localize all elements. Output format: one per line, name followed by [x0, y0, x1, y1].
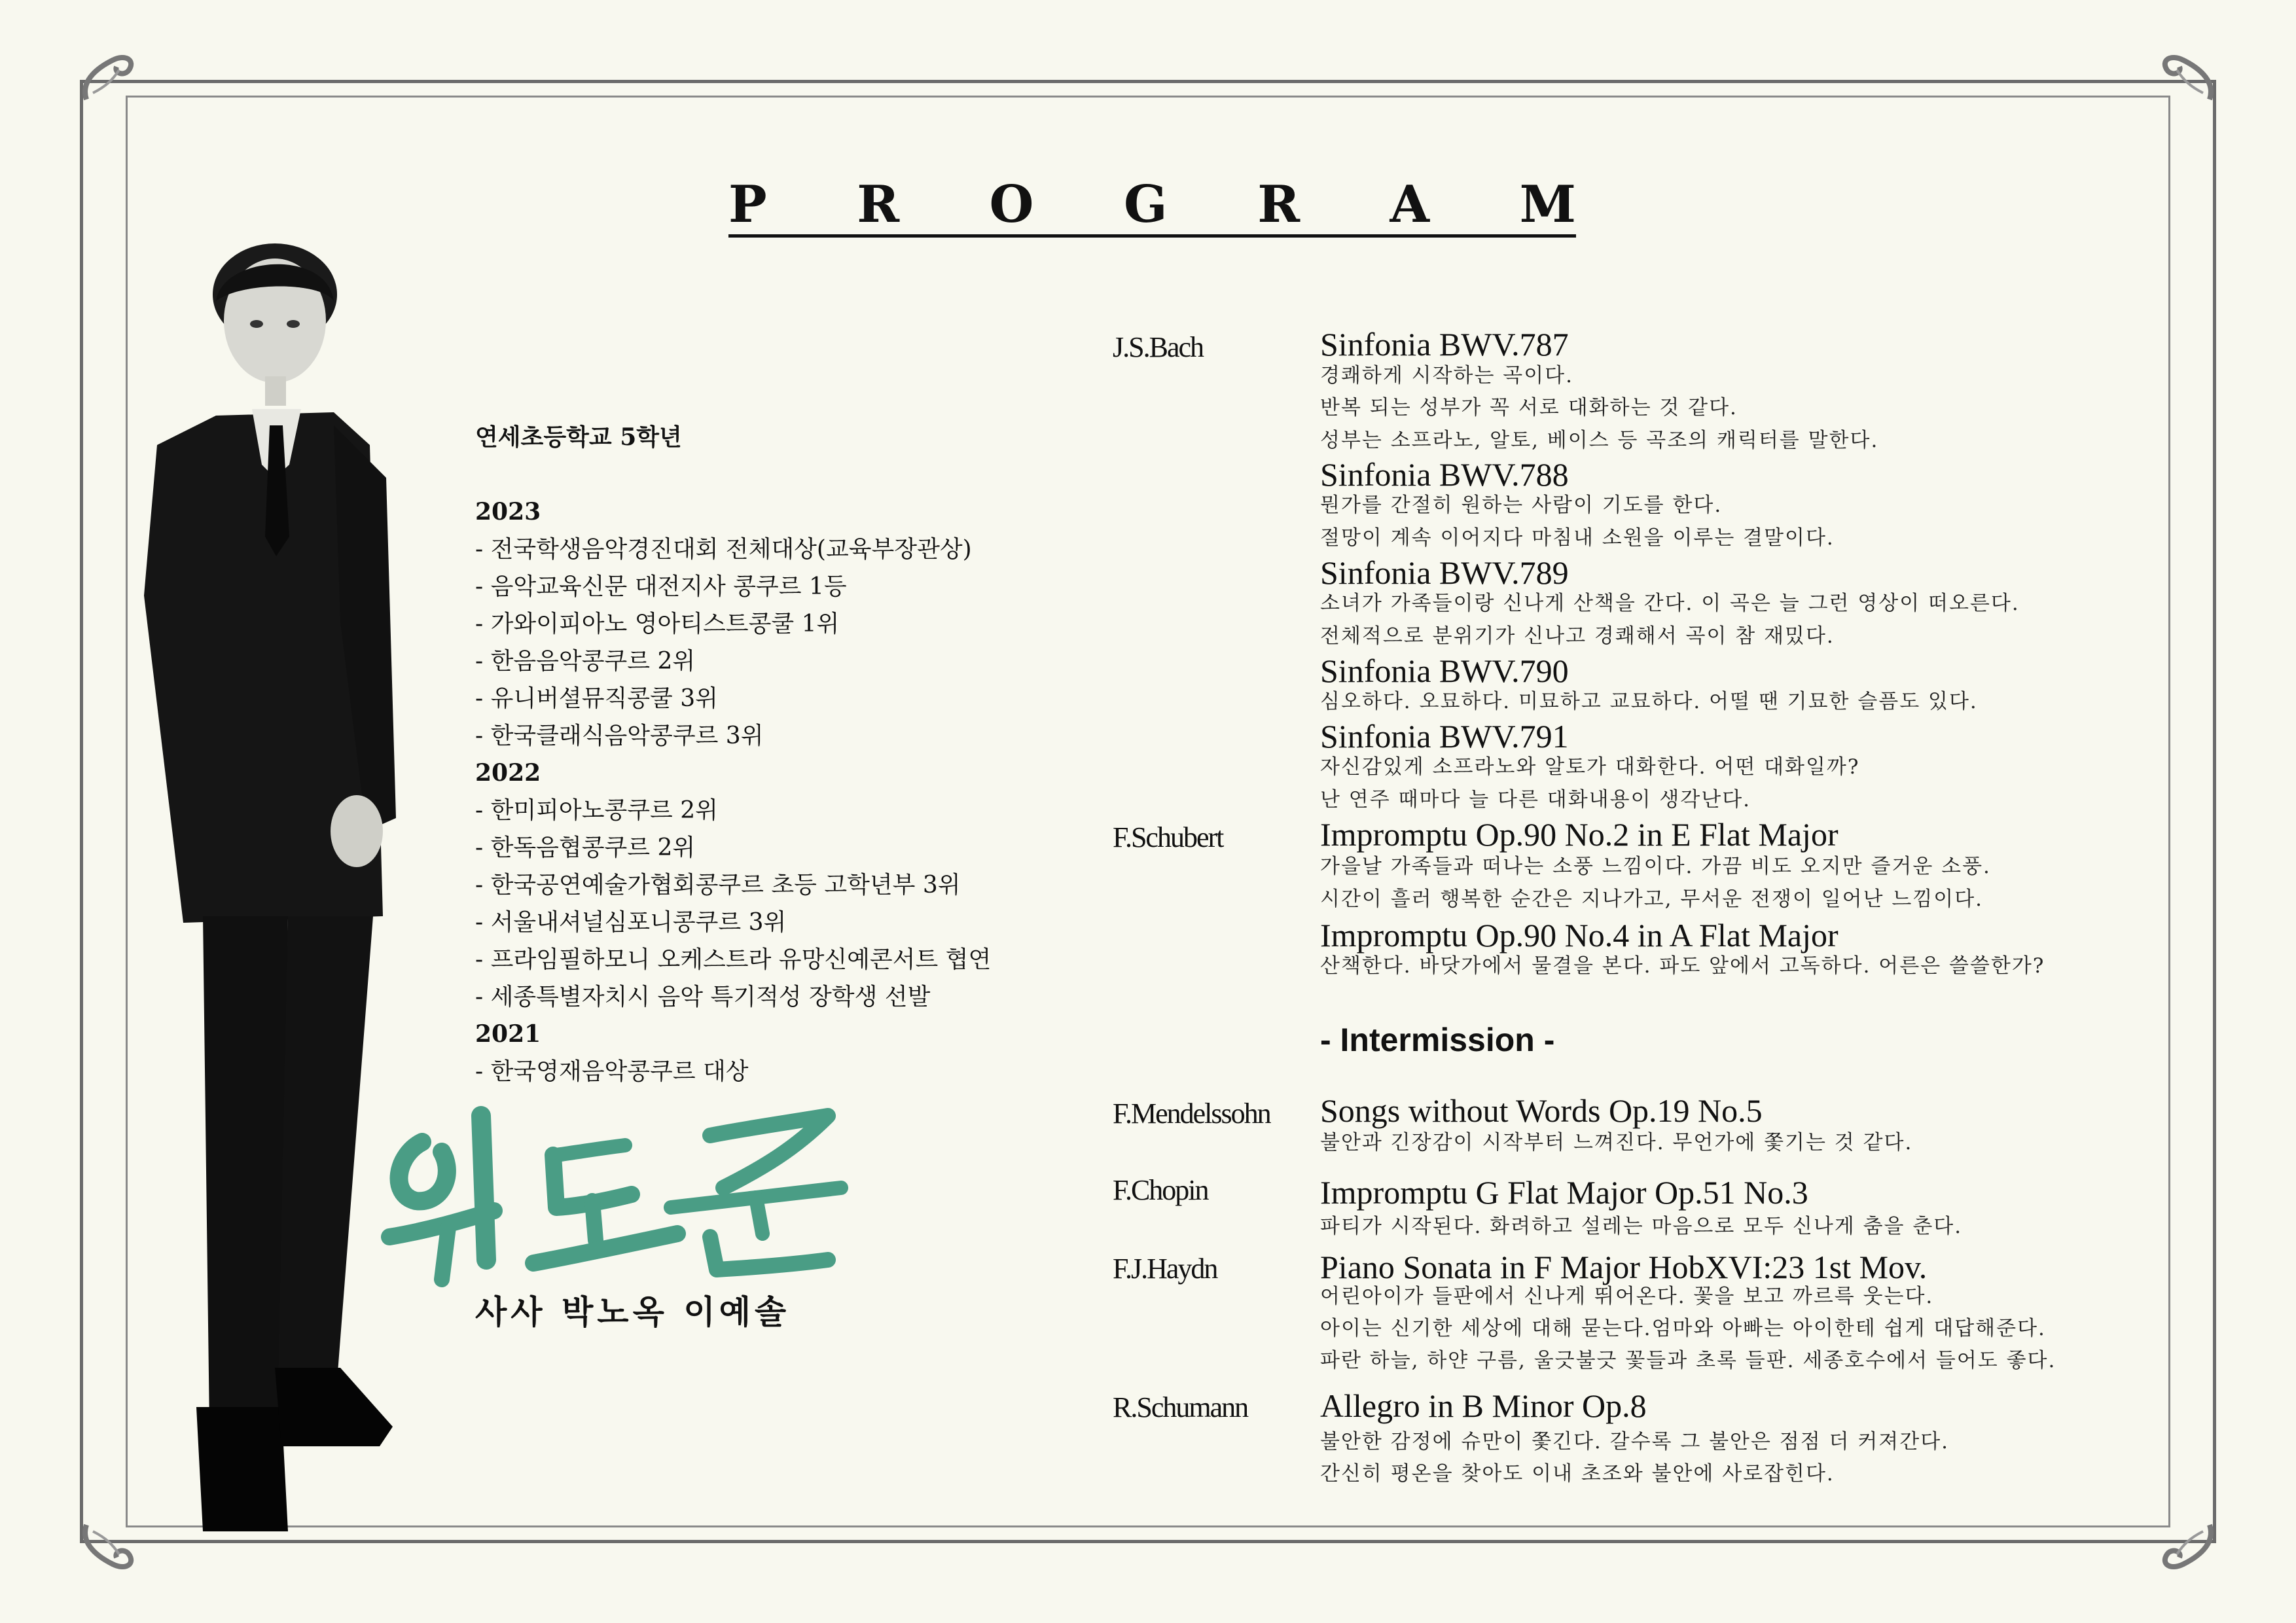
corner-ornament-icon — [73, 41, 145, 113]
performer-photo — [118, 229, 458, 1564]
piece-title: Songs without Words Op.19 No.5 — [1320, 1092, 1763, 1129]
composer-name: J.S.Bach — [1113, 331, 1203, 363]
piece-description: 소녀가 가족들이랑 신나게 산책을 간다. 이 곡은 늘 그런 영상이 떠오른다. — [1320, 592, 2020, 615]
piece-description: 자신감있게 소프라노와 알토가 대화한다. 어떤 대화일까? — [1320, 755, 1860, 779]
award-item: - 한미피아노콩쿠르 2위 — [475, 797, 718, 824]
title-letter: R — [1257, 174, 1300, 234]
composer-name: F.Schubert — [1113, 821, 1223, 853]
title-letter: G — [1124, 174, 1168, 234]
piece-title: Sinfonia BWV.789 — [1320, 554, 1569, 591]
piece-description: 성부는 소프라노, 알토, 베이스 등 곡조의 캐릭터를 말한다. — [1320, 429, 1879, 452]
award-item: - 프라임필하모니 오케스트라 유망신예콘서트 협연 — [475, 946, 992, 973]
title-letter: R — [857, 174, 900, 234]
title-letter: M — [1519, 174, 1576, 234]
composer-name: F.J.Haydn — [1113, 1253, 1217, 1285]
piece-title: Allegro in B Minor Op.8 — [1320, 1387, 1647, 1424]
piece-title: Impromptu G Flat Major Op.51 No.3 — [1320, 1174, 1808, 1211]
award-item: - 유니버셜뮤직콩쿨 3위 — [475, 685, 718, 712]
intermission-label: - Intermission - — [1320, 1022, 1555, 1058]
piece-description: 경쾌하게 시작하는 곡이다. — [1320, 364, 1573, 387]
school-line: 연세초등학교 5학년 — [475, 423, 682, 451]
piece-title: Sinfonia BWV.791 — [1320, 718, 1569, 755]
composer-name: F.Chopin — [1113, 1174, 1208, 1206]
title-underline — [728, 234, 1576, 238]
piece-title: Sinfonia BWV.790 — [1320, 652, 1569, 689]
teacher-credit: 사사 박노옥 이예솔 — [475, 1293, 791, 1331]
title-letter: O — [989, 174, 1034, 234]
piece-description: 어린아이가 들판에서 신나게 뛰어온다. 꽃을 보고 까르륵 웃는다. — [1320, 1285, 1934, 1308]
performer-biography — [475, 419, 991, 1090]
program-title — [728, 171, 1576, 237]
composer-name: R.Schumann — [1113, 1391, 1248, 1423]
award-item: - 음악교육신문 대전지사 콩쿠르 1등 — [475, 573, 847, 600]
performer-name-signature — [370, 1096, 854, 1293]
award-year: 2022 — [475, 759, 541, 787]
piece-description: 파란 하늘, 하얀 구름, 울긋불긋 꽃들과 초록 들판. 세종호수에서 들어도 좋다. — [1320, 1349, 2056, 1372]
piece-description: 절망이 계속 이어지다 마침내 소원을 이루는 결말이다. — [1320, 526, 1835, 550]
title-letter: P — [728, 174, 767, 234]
piece-description: 난 연주 때마다 늘 다른 대화내용이 생각난다. — [1320, 788, 1751, 812]
award-item: - 서울내셔널심포니콩쿠르 3위 — [475, 909, 787, 936]
piece-description: 아이는 신기한 세상에 대해 묻는다.엄마와 아빠는 아이한테 쉽게 대답해준다. — [1320, 1317, 2046, 1340]
corner-ornament-icon — [2151, 41, 2223, 113]
title-letter: A — [1390, 174, 1430, 234]
award-item: - 한국클래식음악콩쿠르 3위 — [475, 722, 764, 749]
piece-description: 파티가 시작된다. 화려하고 설레는 마음으로 모두 신나게 춤을 춘다. — [1320, 1215, 1963, 1238]
composer-name: F.Mendelssohn — [1113, 1097, 1270, 1130]
award-year: 2021 — [475, 1020, 541, 1048]
award-item: - 한음음악콩쿠르 2위 — [475, 648, 696, 675]
award-item: - 한국공연예술가협회콩쿠르 초등 고학년부 3위 — [475, 872, 961, 899]
piece-description: 뭔가를 간절히 원하는 사람이 기도를 한다. — [1320, 493, 1723, 517]
piece-description: 시간이 흘러 행복한 순간은 지나가고, 무서운 전쟁이 일어난 느낌이다. — [1320, 887, 1984, 911]
piece-description: 불안한 감정에 슈만이 쫓긴다. 갈수록 그 불안은 점점 더 커져간다. — [1320, 1430, 1949, 1454]
piece-description: 전체적으로 분위기가 신나고 경쾌해서 곡이 참 재밌다. — [1320, 624, 1835, 648]
award-history — [475, 493, 991, 1090]
piece-title: Sinfonia BWV.787 — [1320, 326, 1569, 363]
award-year: 2023 — [475, 498, 541, 526]
piece-title: Piano Sonata in F Major HobXVI:23 1st Mov. — [1320, 1249, 1928, 1285]
piece-description: 심오하다. 오묘하다. 미묘하고 교묘하다. 어떨 땐 기묘한 슬픔도 있다. — [1320, 690, 1978, 713]
award-item: - 한독음협콩쿠르 2위 — [475, 834, 696, 861]
award-item: - 전국학생음악경진대회 전체대상(교육부장관상) — [475, 536, 972, 563]
piece-description: 반복 되는 성부가 꼭 서로 대화하는 것 같다. — [1320, 396, 1738, 419]
piece-description: 불안과 긴장감이 시작부터 느껴진다. 무언가에 쫓기는 것 같다. — [1320, 1131, 1913, 1154]
piece-title: Sinfonia BWV.788 — [1320, 456, 1569, 493]
piece-title: Impromptu Op.90 No.4 in A Flat Major — [1320, 917, 1839, 954]
corner-ornament-icon — [2151, 1512, 2223, 1584]
award-item: - 가와이피아노 영아티스트콩쿨 1위 — [475, 611, 840, 637]
award-item: - 세종특별자치시 음악 특기적성 장학생 선발 — [475, 984, 931, 1010]
award-item: - 한국영재음악콩쿠르 대상 — [475, 1058, 749, 1085]
piece-description: 간신히 평온을 찾아도 이내 초조와 불안에 사로잡힌다. — [1320, 1462, 1835, 1486]
piece-title: Impromptu Op.90 No.2 in E Flat Major — [1320, 816, 1839, 853]
piece-description: 산책한다. 바닷가에서 물결을 본다. 파도 앞에서 고독하다. 어른은 쓸쓸한가? — [1320, 954, 2045, 978]
piece-description: 가을날 가족들과 떠나는 소풍 느낌이다. 가끔 비도 오지만 즐거운 소풍. — [1320, 855, 1991, 878]
